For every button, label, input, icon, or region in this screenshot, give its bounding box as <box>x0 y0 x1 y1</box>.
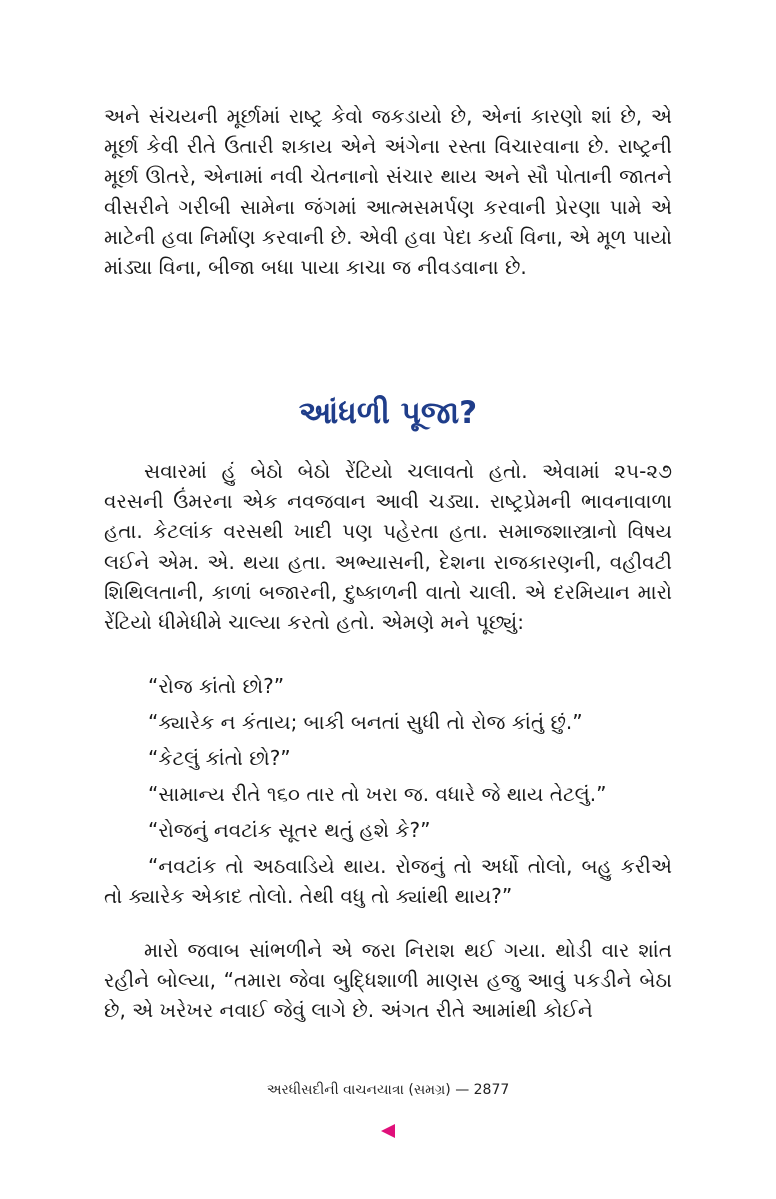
page-footer <box>0 1082 776 1098</box>
body-paragraph: મારો જવાબ સાંભળીને એ જરા નિરાશ થઈ ગયા. થોડી વાર શાંત રહીને બોલ્યા, “તમારા જેવા બુદ્ધિશાળી માણસ હજુ આવું પકડીને બેઠા છે, એ ખરેખર નવાઈ જેવું લાગે છે. અંગત રીતે આમાંથી કોઈને <box>104 938 672 1023</box>
footer-separator: — <box>455 1082 470 1098</box>
triangle-left-icon[interactable] <box>381 1124 395 1138</box>
dialogue-line: “રોજનું નવટાંક સૂતર થતું હશે કે?” <box>148 818 431 842</box>
footer-book-title: અરધીસદીની વાચનયાત્રા (સમગ્ર) <box>266 1082 451 1098</box>
dialogue-line: “ક્યારેક ન કંતાય; બાકી બનતાં સુધી તો રોજ કાંતું છું.” <box>148 710 583 734</box>
dialogue-line: “સામાન્ય રીતે ૧૬૦ તાર તો ખરા જ. વધારે જે થાય તેટલું.” <box>148 782 607 806</box>
dialogue-line: “કેટલું કાંતો છો?” <box>148 746 291 770</box>
dialogue-line-long: “નવટાંક તો અઠવાડિયે થાય. રોજનું તો અર્ધો તોલો, બહુ કરીએ તો ક્યારેક એકાદ તોલો. તેથી વધુ તો ક્યાંથી થાય?” <box>104 854 672 909</box>
section-title: આંધળી પૂજા? <box>298 395 478 431</box>
body-paragraph: સવારમાં હું બેઠો બેઠો રેંટિયો ચલાવતો હતો. એવામાં ૨૫-૨૭ વરસની ઉંમરના એક નવજવાન આવી ચડ્યા. રાષ્ટ્રપ્રેમની ભાવનાવાળા હતા. કેટલાંક વરસથી ખાદી પણ પહેરતા હતા. સમાજશાસ્ત્રાનો વિષય લઈને એમ. એ. થયા હતા. અભ્યાસની, દેશના રાજકારણની, વહીવટી શિથિલતાની, કાળાં બજારની, દુષ્કાળની વાતો ચાલી. એ દરમિયાન મારો રેંટિયો ધીમેધીમે ચાલ્યા કરતો હતો. એમણે મને પૂછ્યું: <box>104 459 672 635</box>
page-number: 2877 <box>473 1082 510 1098</box>
intro-paragraph: અને સંચયની મૂર્છામાં રાષ્ટ્ર કેવો જકડાયો છે, એનાં કારણો શાં છે, એ મૂર્છા કેવી રીતે ઉતારી શકાય એને અંગેના રસ્તા વિચારવાના છે. રાષ્ટ્રની મૂર્છા ઊતરે, એનામાં નવી ચેતનાનો સંચાર થાય અને સૌ પોતાની જાતને વીસરીને ગરીબી સામેના જંગમાં આત્મસમર્પણ કરવાની પ્રેરણા પામે એ માટેની હવા નિર્માણ કરવાની છે. એવી હવા પેદા કર્યા વિના, એ મૂળ પાયો માંડ્યા વિના, બીજા બધા પાયા કાચા જ નીવડવાના છે. <box>104 104 672 280</box>
dialogue-line: “રોજ કાંતો છો?” <box>148 674 285 698</box>
